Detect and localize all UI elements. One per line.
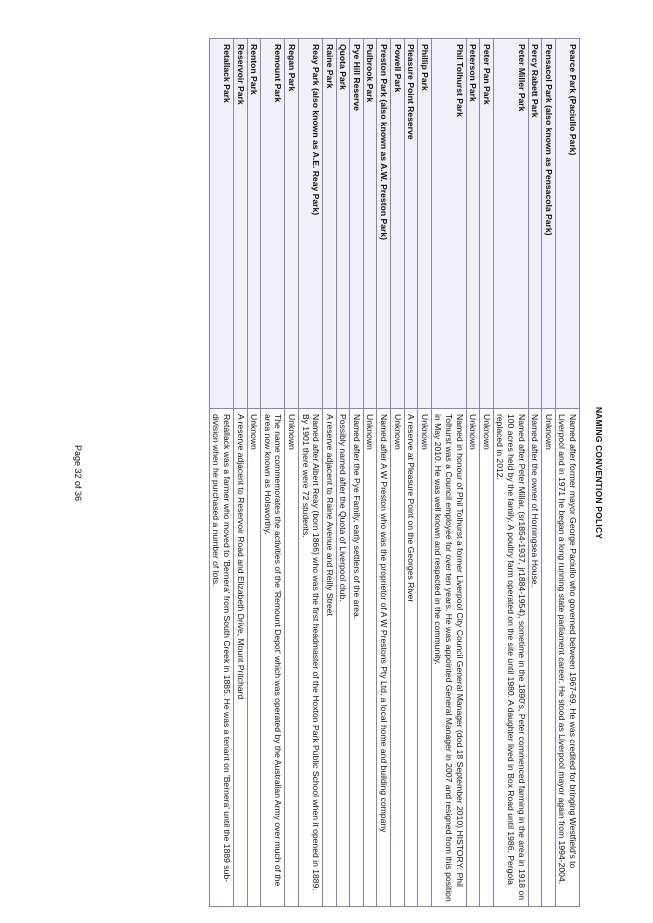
table-row bbox=[285, 39, 299, 907]
park-name-cell: Regan Park bbox=[285, 39, 299, 409]
park-description-cell: Unknown bbox=[418, 409, 432, 907]
park-name-cell: Pye Hill Reserve bbox=[350, 39, 364, 409]
naming-table bbox=[209, 38, 580, 907]
park-name-cell: Peter Pan Park bbox=[480, 39, 494, 409]
table-row bbox=[404, 39, 418, 907]
table-row bbox=[555, 39, 579, 907]
table-row bbox=[247, 39, 261, 907]
table-row bbox=[480, 39, 494, 907]
table-row bbox=[323, 39, 337, 907]
park-name-cell: Remount Park bbox=[261, 39, 285, 409]
park-description-cell: Unknown bbox=[480, 409, 494, 907]
table-row bbox=[528, 39, 542, 907]
park-description-cell: A reserve adjacent to Reservoir Road and Elizabeth Drive, Mount Pritchard bbox=[233, 409, 247, 907]
table-row bbox=[377, 39, 391, 907]
rotated-page bbox=[63, 38, 608, 908]
park-name-cell: Reay Park (also known as A.E. Reay Park) bbox=[298, 39, 322, 409]
park-name-cell: Percy Rabett Park bbox=[528, 39, 542, 409]
table-row bbox=[363, 39, 377, 907]
park-description-cell: A reserve adjacent to Raine Avenue and Reilly Street bbox=[323, 409, 337, 907]
park-description-cell: Unknown bbox=[363, 409, 377, 907]
park-name-cell: Peterson Park bbox=[466, 39, 480, 409]
table-row bbox=[209, 39, 233, 907]
park-name-cell: Pulbrook Park bbox=[363, 39, 377, 409]
park-name-cell: Reservoir Park bbox=[233, 39, 247, 409]
park-name-cell: Pearce Park (Paciullo Park) bbox=[555, 39, 579, 409]
table-row bbox=[466, 39, 480, 907]
park-description-cell: Unknown bbox=[247, 409, 261, 907]
park-description-cell: Named after the Pye Family, early settlers of the area. bbox=[350, 409, 364, 907]
table-row bbox=[418, 39, 432, 907]
park-name-cell: Powell Park bbox=[391, 39, 405, 409]
park-description-cell: Named after Peter Millar, (sr1854-1937, jr1884-1954), sometime in the 1890's, Peter commenced farming in the area in 1918 on 100 acres held by the family. A poultry farm operated on the site until 1980. A daughter lived in Box Road until 1986. Pergola replaced in 2012. bbox=[493, 409, 528, 907]
park-name-cell: Preston Park (also known as A.W. Preston Park) bbox=[377, 39, 391, 409]
park-description-cell: Named in honour of Phil Tolhurst a former Liverpool City Council General Manager (dod 18 September 2010) HISTORY: Phil Tolhurst was a Council employee for over ten years. He was appointed General Manager in 2007 and resigned from this position in May 2010. He was well known and respected in the community. bbox=[431, 409, 466, 907]
park-description-cell: Named after Albert Reay (born 1866) who was the first headmaster of the Hoxton Park Public School when it opened in 1889. By 1901 there were 72 students. bbox=[298, 409, 322, 907]
park-name-cell: Phillip Park bbox=[418, 39, 432, 409]
park-description-cell: The name commemorates the activities of the 'Remount Depot' which was operated by the Australian Army over much of the area now known as Holsworthy. bbox=[261, 409, 285, 907]
table-row bbox=[336, 39, 350, 907]
table-row bbox=[542, 39, 556, 907]
park-name-cell: Peter Miller Park bbox=[493, 39, 528, 409]
park-name-cell: Renton Park bbox=[247, 39, 261, 409]
park-description-cell: Possibly named after the Quota of Liverpool club. bbox=[336, 409, 350, 907]
table-row bbox=[493, 39, 528, 907]
park-description-cell: Unknown bbox=[391, 409, 405, 907]
table-row bbox=[350, 39, 364, 907]
document-title: NAMING CONVENTION POLICY bbox=[594, 406, 604, 540]
table-row bbox=[298, 39, 322, 907]
table-row bbox=[431, 39, 466, 907]
park-description-cell: Unknown bbox=[466, 409, 480, 907]
park-description-cell: Named after A W Preston who was the proprietor of A W Prestons Pty Ltd, a local home and building company bbox=[377, 409, 391, 907]
park-description-cell: A reserve at Pleasure Point on the Georges River bbox=[404, 409, 418, 907]
table-row bbox=[233, 39, 247, 907]
park-name-cell: Raine Park bbox=[323, 39, 337, 409]
park-name-cell: Quota Park bbox=[336, 39, 350, 409]
park-name-cell: Pleasure Point Reserve bbox=[404, 39, 418, 409]
page-number: Page 32 of 36 bbox=[73, 444, 83, 502]
park-name-cell: Phil Tolhurst Park bbox=[431, 39, 466, 409]
park-description-cell: Unknown bbox=[542, 409, 556, 907]
park-description-cell: Named after the owner of Horningsea House. bbox=[528, 409, 542, 907]
table-row bbox=[391, 39, 405, 907]
park-description-cell: Retallack was a farmer who moved to 'Bernera' from South Creek in 1885. He was a tenant on 'Bernera' until the 1889 sub-division when he purchased a number of lots. bbox=[209, 409, 233, 907]
table-row bbox=[261, 39, 285, 907]
park-name-cell: Pensacol Park (also known as Pensacola Park) bbox=[542, 39, 556, 409]
park-name-cell: Retallack Park bbox=[209, 39, 233, 409]
park-description-cell: Named after former mayor George Paciullo who governed between 1967-69. He was credited for bringing Westfield's to Liverpool and in 1971 he began a long running state parliament career. He stood as Liverpool mayor again from 1994-2004. bbox=[555, 409, 579, 907]
park-description-cell: Unknown bbox=[285, 409, 299, 907]
